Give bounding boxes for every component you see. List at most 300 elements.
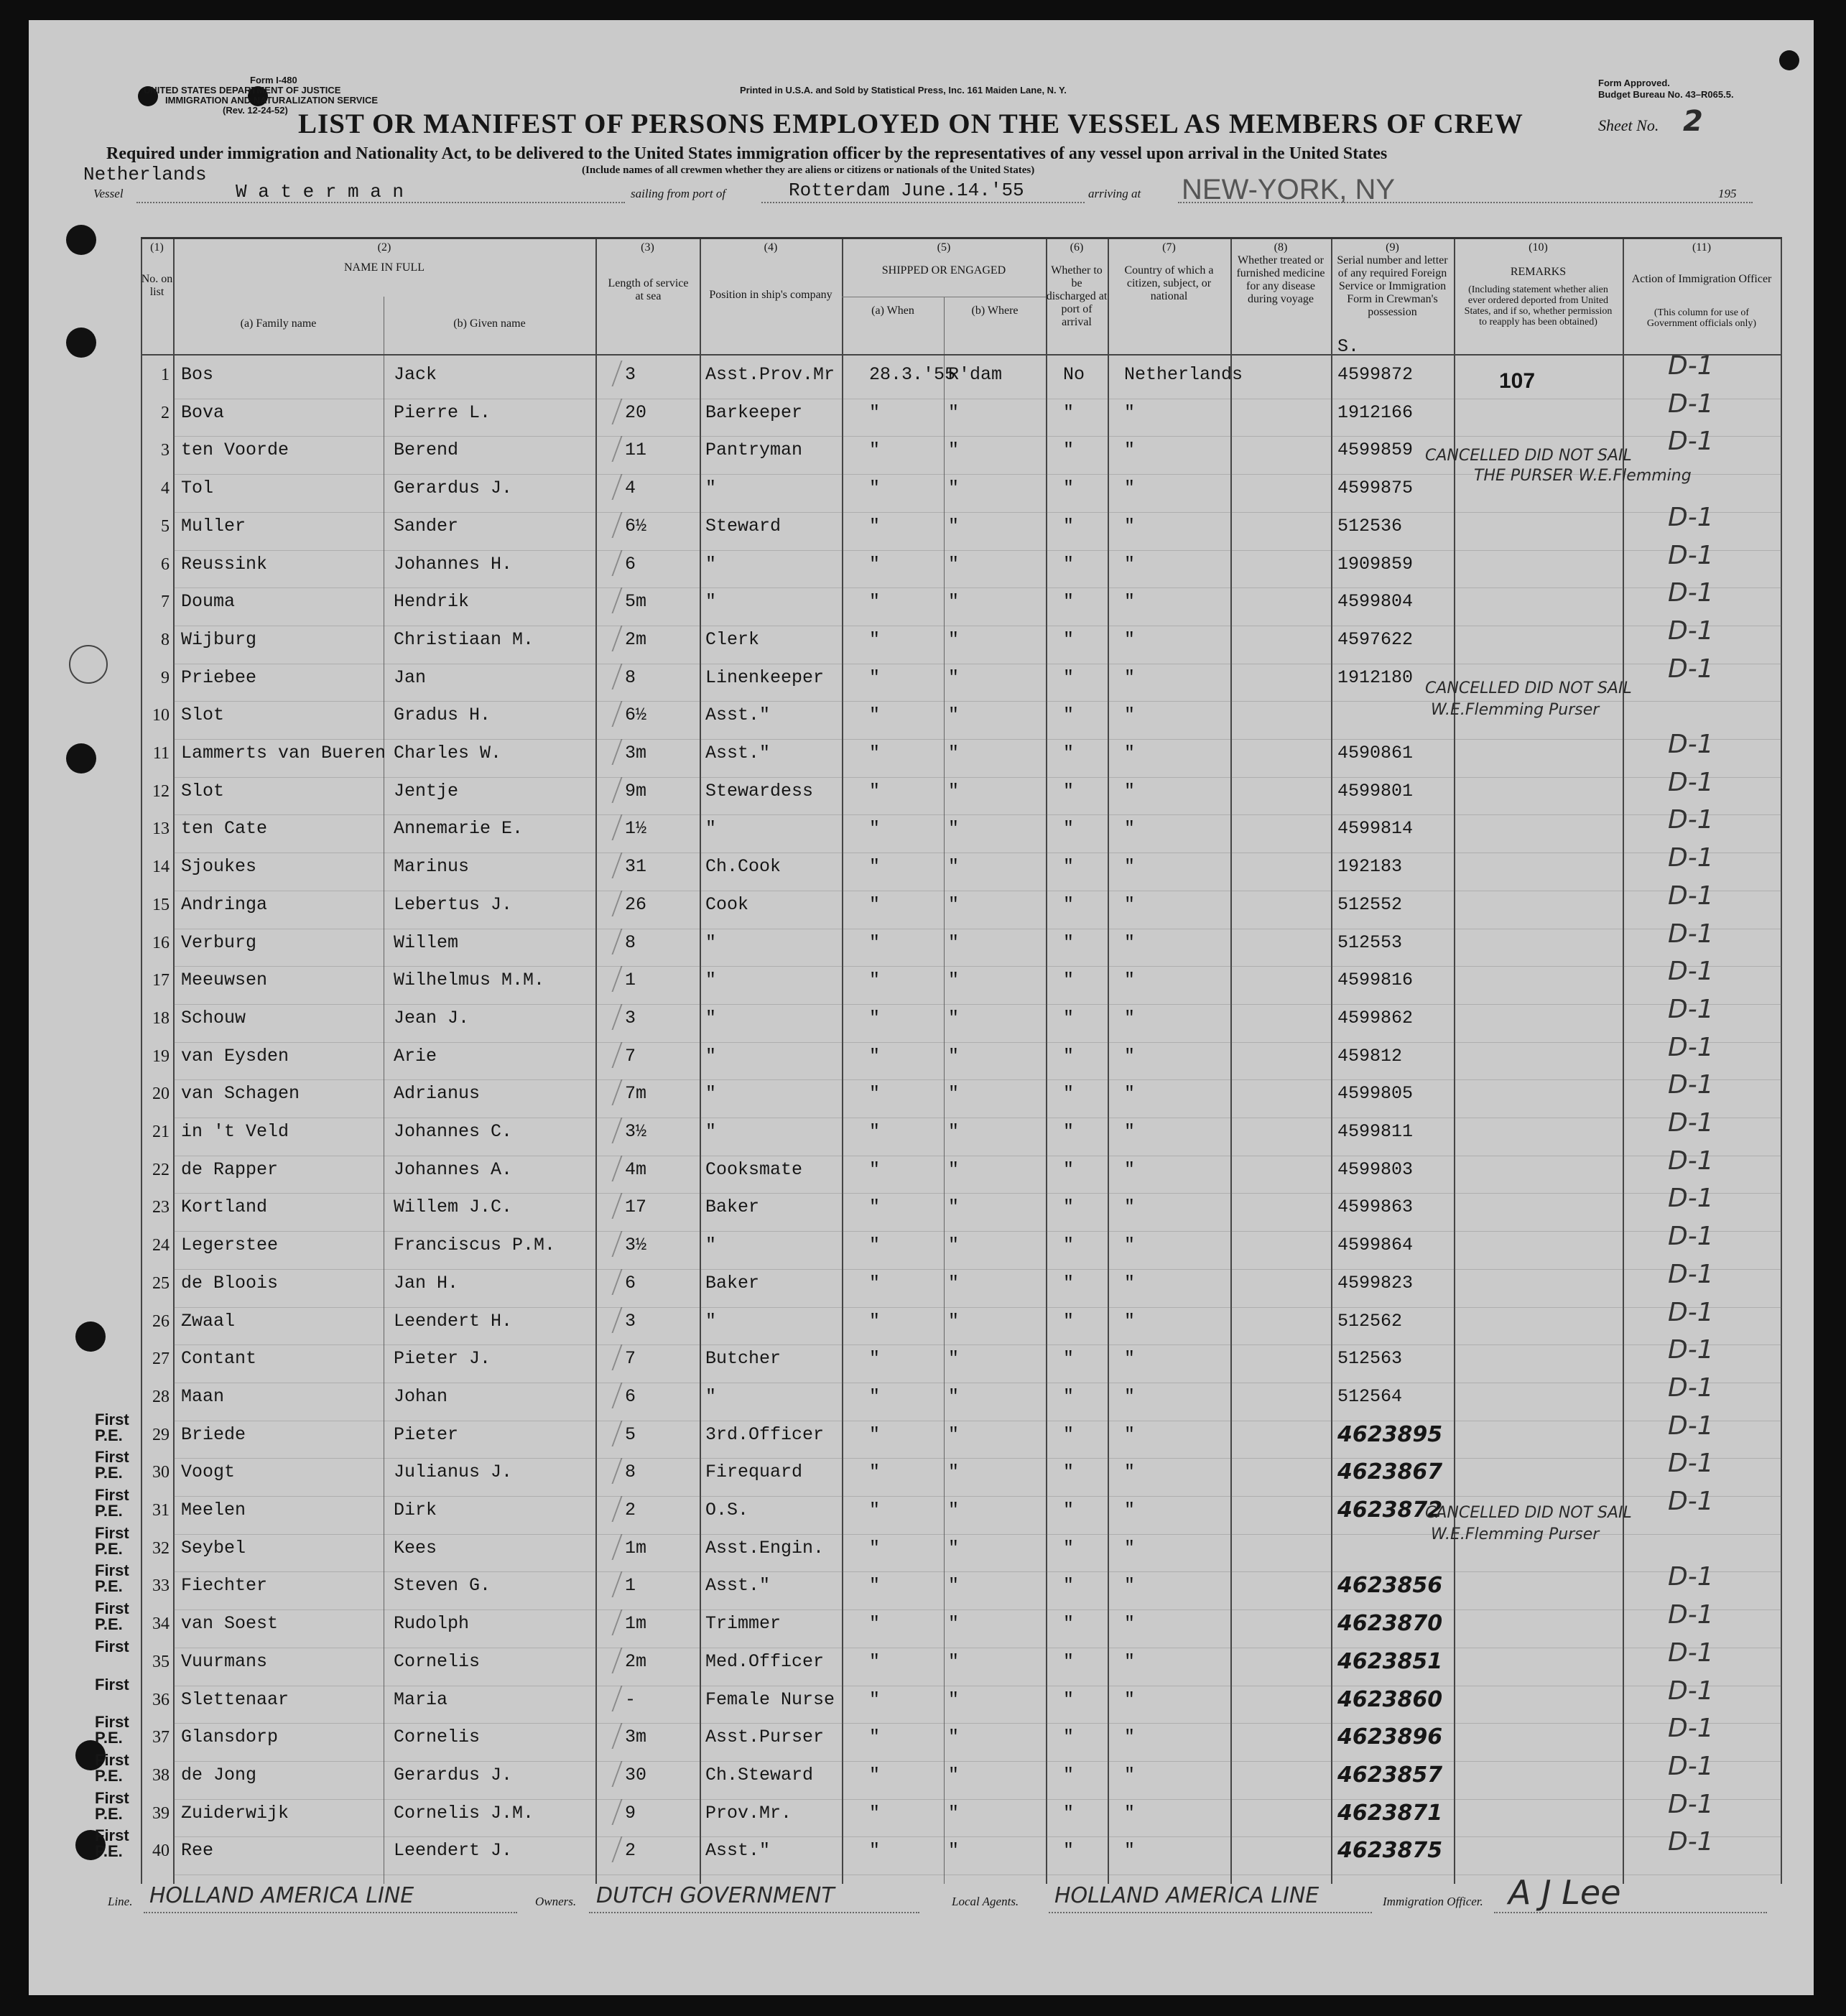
cell-when: " [869, 1840, 881, 1862]
cell-no: 32 [152, 1538, 170, 1558]
check-mark-icon [611, 1269, 665, 1295]
cell-discharge: " [1063, 401, 1075, 423]
cell-country: " [1124, 1500, 1136, 1520]
cell-when: " [869, 628, 881, 650]
remark-row10-line2: W.E.Flemming Purser [1431, 701, 1600, 719]
cell-position: " [705, 1310, 717, 1332]
cell-service: 3 [625, 1310, 636, 1332]
cell-family: Reussink [181, 553, 268, 575]
col9-number: (9) [1386, 241, 1399, 254]
cell-discharge: " [1063, 1385, 1075, 1407]
check-mark-icon [611, 1799, 665, 1825]
cell-family: Douma [181, 591, 236, 613]
cell-service: 17 [625, 1197, 647, 1218]
cell-service: 3½ [625, 1121, 647, 1142]
col2-number: (2) [377, 241, 391, 254]
cell-action: D-1 [1668, 767, 1714, 797]
cell-country: " [1124, 478, 1136, 499]
cell-given: Cornelis J.M. [394, 1802, 534, 1824]
cell-serial: 4599823 [1337, 1272, 1414, 1293]
cell-discharge: " [1063, 553, 1075, 575]
cell-country: " [1124, 1348, 1136, 1370]
cell-action: D-1 [1668, 881, 1714, 911]
cell-no: 13 [152, 819, 170, 839]
cell-discharge: " [1063, 1727, 1075, 1748]
cell-country: " [1124, 970, 1136, 991]
cell-serial: 512552 [1337, 893, 1403, 915]
cell-discharge: " [1063, 591, 1075, 613]
check-mark-icon [611, 1836, 665, 1862]
include-note: (Include names of all crewmen whether they are aliens or citizens or nationals of the United States) [582, 164, 1035, 176]
cell-family: Maan [181, 1385, 225, 1407]
cell-position: " [705, 970, 717, 991]
cell-action: D-1 [1668, 1600, 1714, 1630]
cell-country: " [1124, 553, 1136, 575]
row-rule [173, 1761, 1782, 1762]
cell-country: " [1124, 1083, 1136, 1105]
cell-given: Jean J. [394, 1007, 470, 1028]
cell-service: 7m [625, 1083, 647, 1105]
row-rule [173, 1836, 1782, 1837]
cell-no: 25 [152, 1273, 170, 1293]
vessel-flag: Netherlands [83, 164, 207, 185]
cell-action: D-1 [1668, 1335, 1714, 1365]
check-mark-icon [611, 1344, 665, 1370]
check-mark-icon [611, 1761, 665, 1787]
cell-position: Cook [705, 893, 749, 915]
cell-country: " [1124, 666, 1136, 688]
cell-family: Andringa [181, 893, 268, 915]
cell-given: Kees [394, 1537, 437, 1559]
cell-serial: 1912166 [1337, 401, 1414, 423]
row-rule [173, 1571, 1782, 1572]
cell-no: 18 [152, 1008, 170, 1028]
cell-position: Ch.Cook [705, 856, 781, 878]
cell-position: Linenkeeper [705, 666, 825, 688]
row-rule [173, 1004, 1782, 1005]
cell-given: Willem [394, 932, 459, 953]
cell-where: " [948, 1045, 960, 1067]
cell-service: 2 [625, 1840, 636, 1862]
cell-action: D-1 [1668, 805, 1714, 835]
cell-position: Female Nurse [705, 1688, 835, 1710]
cell-given: Lebertus J. [394, 893, 513, 915]
cell-discharge: " [1063, 1688, 1075, 1710]
check-mark-icon [611, 929, 665, 954]
cell-country: " [1124, 1158, 1136, 1180]
cell-serial: 4623851 [1337, 1648, 1443, 1674]
cell-where: " [948, 628, 960, 650]
check-mark-icon [611, 1118, 665, 1143]
sheet-label: Sheet No. [1598, 116, 1659, 134]
cell-position: Pantryman [705, 440, 803, 461]
cell-action: D-1 [1668, 919, 1714, 949]
cell-service: 7 [625, 1348, 636, 1370]
col4-header: Position in ship's company [709, 289, 832, 301]
department-line-2: IMMIGRATION AND NATURALIZATION SERVICE [165, 95, 379, 106]
cell-action: D-1 [1668, 1751, 1714, 1781]
cell-country: " [1124, 440, 1136, 461]
col7-number: (7) [1162, 241, 1176, 254]
department-line-1: UNITED STATES DEPARTMENT OF JUSTICE [144, 85, 341, 96]
cell-where: " [948, 478, 960, 499]
cell-serial: 4599864 [1337, 1235, 1414, 1256]
arriving-line [1178, 202, 1753, 203]
cell-serial: 4599863 [1337, 1197, 1414, 1218]
cell-where: " [948, 666, 960, 688]
col5-header: SHIPPED OR ENGAGED [881, 264, 1006, 277]
check-mark-icon [611, 1534, 665, 1560]
cell-serial: 4599872 [1337, 364, 1414, 385]
cell-no: 3 [161, 441, 170, 460]
cell-action: D-1 [1668, 1714, 1714, 1744]
cell-serial: 4597622 [1337, 628, 1414, 650]
cell-family: Priebee [181, 666, 257, 688]
cell-discharge: " [1063, 1537, 1075, 1559]
cell-action: D-1 [1668, 1827, 1714, 1857]
cell-discharge: " [1063, 628, 1075, 650]
col11-header: Action of Immigration Officer [1631, 273, 1772, 285]
cell-when: " [869, 1727, 881, 1748]
cell-where: " [948, 1272, 960, 1293]
cell-when: " [869, 1197, 881, 1218]
cell-where: " [948, 1310, 960, 1332]
row-prefix: First P.E. [95, 1788, 129, 1823]
cell-family: Slot [181, 780, 225, 802]
officer-label: Immigration Officer. [1383, 1895, 1483, 1908]
cell-where: " [948, 1007, 960, 1028]
cell-action: D-1 [1668, 1449, 1714, 1479]
cell-family: Fiechter [181, 1575, 268, 1597]
cell-family: Bos [181, 364, 214, 385]
cell-given: Johannes H. [394, 553, 513, 575]
cell-action: D-1 [1668, 351, 1714, 381]
cell-given: Johannes A. [394, 1158, 513, 1180]
cell-action: D-1 [1668, 1146, 1714, 1176]
cell-serial: 512563 [1337, 1348, 1403, 1370]
cell-serial: 4599804 [1337, 591, 1414, 613]
cell-no: 35 [152, 1652, 170, 1671]
cell-family: Bova [181, 401, 225, 423]
cell-action: D-1 [1668, 1032, 1714, 1062]
cell-family: Briede [181, 1423, 246, 1445]
cell-no: 12 [152, 781, 170, 801]
cell-service: 6½ [625, 705, 647, 726]
cell-service: 30 [625, 1764, 647, 1785]
cell-family: de Bloois [181, 1272, 279, 1293]
cell-serial: 1912180 [1337, 666, 1414, 688]
cell-no: 10 [152, 706, 170, 725]
cell-discharge: " [1063, 1197, 1075, 1218]
col1-header: No. on list [141, 273, 173, 298]
cell-discharge: " [1063, 1840, 1075, 1862]
cell-discharge: " [1063, 1764, 1075, 1785]
cell-action: D-1 [1668, 1638, 1714, 1668]
cell-no: 36 [152, 1690, 170, 1709]
cell-position: Baker [705, 1197, 760, 1218]
cell-where: " [948, 818, 960, 840]
row-rule [173, 1307, 1782, 1308]
cell-family: Slettenaar [181, 1688, 289, 1710]
cell-given: Pierre L. [394, 401, 491, 423]
cell-family: de Jong [181, 1764, 257, 1785]
row-rule [173, 587, 1782, 588]
cell-service: 1½ [625, 818, 647, 840]
col3-header: Length of service at sea [608, 277, 689, 302]
cell-discharge: " [1063, 1272, 1075, 1293]
check-mark-icon [611, 1648, 665, 1673]
col10-number: (10) [1529, 241, 1548, 254]
cell-no: 30 [152, 1463, 170, 1482]
owners-label: Owners. [535, 1895, 577, 1908]
cell-family: Muller [181, 515, 246, 536]
row-rule [173, 1458, 1782, 1459]
cell-discharge: " [1063, 666, 1075, 688]
cell-position: " [705, 818, 717, 840]
cell-position: Ch.Steward [705, 1764, 814, 1785]
cell-when: " [869, 478, 881, 499]
cell-serial: 4623867 [1337, 1459, 1443, 1485]
cell-serial: 4599814 [1337, 818, 1414, 840]
cell-country: " [1124, 1840, 1136, 1862]
cell-where: " [948, 1688, 960, 1710]
cell-given: Marinus [394, 856, 470, 878]
check-mark-icon [611, 1458, 665, 1484]
cell-given: Adrianus [394, 1083, 481, 1105]
cell-where: " [948, 1613, 960, 1635]
cell-when: " [869, 1575, 881, 1597]
cell-position: 3rd.Officer [705, 1423, 825, 1445]
row-rule [173, 512, 1782, 513]
cell-position: Asst." [705, 1575, 771, 1597]
cell-country: " [1124, 1650, 1136, 1672]
cell-action: D-1 [1668, 1259, 1714, 1289]
row-prefix: First P.E. [95, 1448, 129, 1482]
cell-position: Asst.Engin. [705, 1537, 825, 1559]
cell-serial: 1909859 [1337, 553, 1414, 575]
cell-given: Jack [394, 364, 437, 385]
cell-family: Slot [181, 705, 225, 726]
cell-family: in 't Veld [181, 1121, 289, 1142]
cell-position: Butcher [705, 1348, 781, 1370]
cell-discharge: " [1063, 1575, 1075, 1597]
cell-discharge: " [1063, 1235, 1075, 1256]
cell-no: 7 [161, 593, 170, 612]
cell-action: D-1 [1668, 540, 1714, 570]
cell-discharge: " [1063, 1158, 1075, 1180]
cell-no: 28 [152, 1387, 170, 1406]
row-rule [173, 777, 1782, 778]
row-rule [173, 1079, 1782, 1080]
cell-discharge: " [1063, 1121, 1075, 1142]
cell-position: Asst.Purser [705, 1727, 825, 1748]
row-prefix: First [95, 1675, 129, 1694]
cell-no: 6 [161, 554, 170, 574]
cell-country: " [1124, 1007, 1136, 1028]
officer-signature: A J Lee [1508, 1873, 1621, 1912]
cell-position: Barkeeper [705, 401, 803, 423]
cell-no: 31 [152, 1501, 170, 1520]
cell-discharge: " [1063, 743, 1075, 763]
cell-where: " [948, 1423, 960, 1445]
cell-given: Jan [394, 666, 427, 688]
row-prefix: First P.E. [95, 1599, 129, 1634]
cell-serial: 4599859 [1337, 440, 1414, 461]
cell-when: " [869, 1272, 881, 1293]
cell-serial: 4623872 [1337, 1497, 1443, 1523]
cell-country: " [1124, 1462, 1136, 1483]
check-mark-icon [611, 1609, 665, 1635]
cell-serial: 4599862 [1337, 1007, 1414, 1028]
cell-where: " [948, 705, 960, 726]
check-mark-icon [611, 966, 665, 992]
cell-service: 4 [625, 478, 636, 499]
arriving-port: NEW-YORK, NY [1182, 174, 1396, 205]
remark-row4-line2: THE PURSER W.E.Flemming [1474, 467, 1692, 485]
cell-family: Seybel [181, 1537, 246, 1559]
cell-country: " [1124, 1121, 1136, 1142]
vessel-name: W a t e r m a n [236, 181, 404, 203]
cell-service: 6 [625, 553, 636, 575]
cell-action: D-1 [1668, 502, 1714, 532]
cell-given: Dirk [394, 1500, 437, 1520]
cell-no: 40 [152, 1841, 170, 1861]
cell-position: O.S. [705, 1500, 749, 1520]
row-prefix: First P.E. [95, 1750, 129, 1785]
row-rule [173, 1496, 1782, 1497]
cell-family: Ree [181, 1840, 214, 1862]
cell-no: 17 [152, 971, 170, 990]
col10-subheader: (Including statement whether alien ever ordered deported from United States, and if so, whether permission to reapply has been obtained) [1464, 284, 1613, 328]
cell-service: 3 [625, 364, 636, 385]
officer-underline [1494, 1912, 1767, 1913]
cell-service: 31 [625, 856, 647, 878]
sailing-label: sailing from port of [631, 187, 726, 200]
cell-country: " [1124, 1802, 1136, 1824]
check-mark-icon [611, 512, 665, 538]
cell-position: " [705, 478, 717, 499]
cell-when: " [869, 1537, 881, 1559]
cell-when: " [869, 1462, 881, 1483]
cell-discharge: " [1063, 440, 1075, 461]
sheet-number: 2 [1683, 105, 1703, 138]
cell-where: " [948, 1385, 960, 1407]
cell-country: " [1124, 1727, 1136, 1748]
cell-when: " [869, 970, 881, 991]
cell-no: 16 [152, 933, 170, 952]
cell-discharge: " [1063, 1045, 1075, 1067]
cell-family: de Rapper [181, 1158, 279, 1180]
owners-value: DUTCH GOVERNMENT [596, 1883, 835, 1908]
cell-given: Johannes C. [394, 1121, 513, 1142]
check-mark-icon [611, 1383, 665, 1408]
cell-position: Prov.Mr. [705, 1802, 792, 1824]
cell-action: D-1 [1668, 957, 1714, 987]
cell-where: " [948, 970, 960, 991]
cell-service: - [625, 1688, 636, 1710]
row-rule [173, 1723, 1782, 1724]
cell-action: D-1 [1668, 1487, 1714, 1516]
cell-when: " [869, 401, 881, 423]
cell-serial: 4599803 [1337, 1158, 1414, 1180]
cell-when: " [869, 666, 881, 688]
col2-header: NAME IN FULL [344, 261, 425, 274]
cell-discharge: " [1063, 1500, 1075, 1520]
manifest-sheet [29, 20, 1814, 1995]
cell-family: Verburg [181, 932, 257, 953]
cell-no: 22 [152, 1160, 170, 1179]
cell-serial: 192183 [1337, 856, 1403, 878]
cell-when: " [869, 893, 881, 915]
cell-no: 27 [152, 1350, 170, 1369]
row-rule [173, 966, 1782, 967]
row-rule [173, 1042, 1782, 1043]
cell-no: 5 [161, 516, 170, 536]
check-mark-icon [611, 777, 665, 803]
row-rule [173, 1269, 1782, 1270]
cell-given: Arie [394, 1045, 437, 1067]
cell-serial: 4599805 [1337, 1083, 1414, 1105]
cell-country: " [1124, 743, 1136, 763]
cell-given: Franciscus P.M. [394, 1235, 556, 1256]
cell-no: 19 [152, 1046, 170, 1066]
cell-when: " [869, 743, 881, 763]
row-rule [173, 814, 1782, 815]
cell-position: " [705, 1007, 717, 1028]
cell-serial: 4623856 [1337, 1573, 1443, 1599]
cell-where: " [948, 780, 960, 802]
cell-country: " [1124, 818, 1136, 840]
cell-no: 4 [161, 479, 170, 498]
cell-no: 38 [152, 1765, 170, 1785]
cell-when: " [869, 1500, 881, 1520]
cell-discharge: " [1063, 1650, 1075, 1672]
cell-position: Baker [705, 1272, 760, 1293]
cell-given: Hendrik [394, 591, 470, 613]
cell-given: Jan H. [394, 1272, 459, 1293]
check-mark-icon [611, 701, 665, 727]
agents-underline [1049, 1912, 1372, 1913]
cell-no: 24 [152, 1236, 170, 1255]
sailing-line [761, 202, 1085, 203]
cell-discharge: " [1063, 932, 1075, 953]
cell-when: " [869, 1310, 881, 1332]
cell-serial: 4623895 [1337, 1421, 1443, 1447]
check-mark-icon [611, 361, 665, 386]
cell-when: " [869, 1121, 881, 1142]
check-mark-icon [611, 474, 665, 500]
cell-where: " [948, 743, 960, 763]
vessel-label: Vessel [93, 187, 124, 200]
cell-when: " [869, 1650, 881, 1672]
cell-action: D-1 [1668, 1070, 1714, 1100]
cell-service: 6 [625, 1385, 636, 1407]
cell-when: " [869, 1045, 881, 1067]
cell-service: 6½ [625, 515, 647, 536]
cell-service: 2m [625, 628, 647, 650]
cell-family: Sjoukes [181, 856, 257, 878]
cell-action: D-1 [1668, 654, 1714, 684]
cell-serial: 4599811 [1337, 1121, 1414, 1142]
check-mark-icon [611, 891, 665, 916]
cell-family: Voogt [181, 1462, 236, 1483]
cell-given: Leendert J. [394, 1840, 513, 1862]
cell-family: ten Cate [181, 818, 268, 840]
vessel-line [136, 202, 625, 203]
cell-when: " [869, 1158, 881, 1180]
cell-country: " [1124, 1235, 1136, 1256]
cell-when: " [869, 515, 881, 536]
